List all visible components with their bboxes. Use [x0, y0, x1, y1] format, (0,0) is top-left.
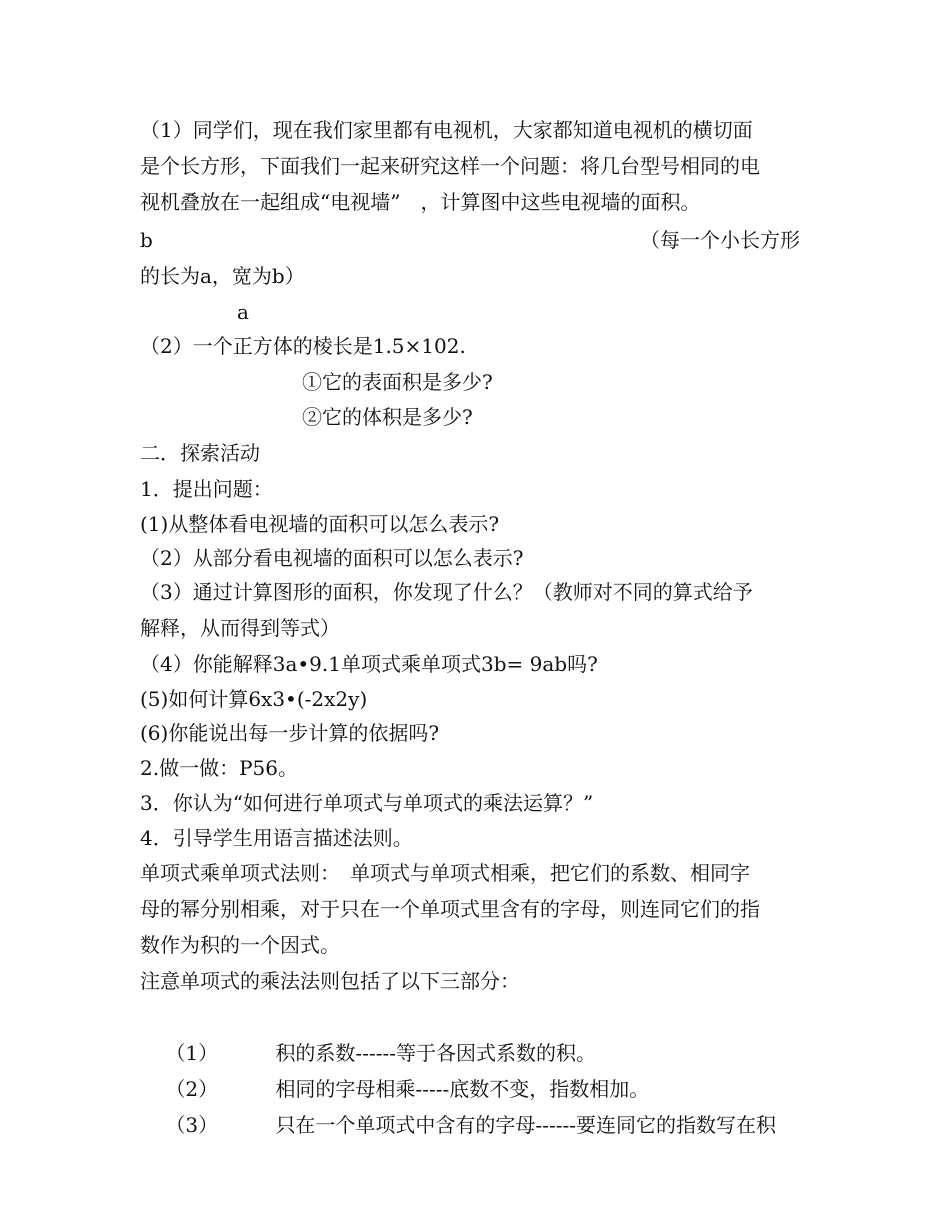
note-title: 注意单项式的乘法法则包括了以下三部分： — [140, 969, 520, 993]
question-6: (6)你能说出每一步计算的依据吗? — [140, 721, 440, 745]
rule-line-3: 数作为积的一个因式。 — [140, 933, 340, 957]
rule-line-1: 单项式乘单项式法则： 单项式与单项式相乘，把它们的系数、相同字 — [140, 861, 750, 885]
part-2-text: 相同的字母相乘-----底数不变，指数相加。 — [275, 1077, 650, 1101]
part-3-number: （3） — [165, 1113, 219, 1137]
size-note-part-2: 的长为a，宽为b） — [140, 264, 305, 288]
part-2 — [140, 1035, 650, 1101]
part-1 — [140, 999, 596, 1065]
question-3-line-2: 解释，从而得到等式） — [140, 616, 340, 640]
part-1-number: （1） — [165, 1041, 219, 1065]
rule-line-2: 母的幂分别相乘，对于只在一个单项式里含有的字母，则连同它们的指 — [140, 897, 760, 921]
question-5: (5)如何计算6x3•(-2x2y) — [140, 687, 368, 711]
item-1-title: 1．提出问题： — [140, 477, 273, 501]
question-4: （4）你能解释3a•9.1单项式乘单项式3b= 9ab吗? — [140, 652, 598, 676]
question-1: (1)从整体看电视墙的面积可以怎么表示? — [140, 512, 500, 536]
part-2-number: （2） — [165, 1077, 219, 1101]
figure-label-b: b — [140, 228, 153, 252]
section-heading: 二．探索活动 — [140, 441, 260, 465]
item-2: 2.做一做：P56。 — [140, 756, 298, 780]
question-volume: ②它的体积是多少? — [302, 405, 473, 429]
size-note-part-1: （每一个小长方形 — [640, 228, 800, 252]
part-3-text: 只在一个单项式中含有的字母------要连同它的指数写在积 — [275, 1113, 776, 1137]
paragraph-2-line-1: （2）一个正方体的棱长是1.5×102. — [140, 334, 466, 358]
item-3: 3．你认为“如何进行单项式与单项式的乘法运算？” — [140, 791, 594, 815]
paragraph-1-line-1: （1）同学们，现在我们家里都有电视机，大家都知道电视机的横切面 — [140, 118, 753, 142]
part-3 — [140, 1071, 776, 1137]
paragraph-1-line-3: 视机叠放在一起组成“电视墙” ，计算图中这些电视墙的面积。 — [140, 190, 701, 214]
part-1-text: 积的系数------等于各因式系数的积。 — [275, 1041, 596, 1065]
question-2: （2）从部分看电视墙的面积可以怎么表示? — [140, 546, 524, 570]
item-4: 4．引导学生用语言描述法则。 — [140, 826, 413, 850]
question-3-line-1: （3）通过计算图形的面积，你发现了什么？（教师对不同的算式给予 — [140, 580, 753, 604]
paragraph-1-line-2: 是个长方形，下面我们一起来研究这样一个问题：将几台型号相同的电 — [140, 154, 760, 178]
question-surface-area: ①它的表面积是多少? — [302, 370, 493, 394]
figure-label-a: a — [237, 300, 249, 324]
